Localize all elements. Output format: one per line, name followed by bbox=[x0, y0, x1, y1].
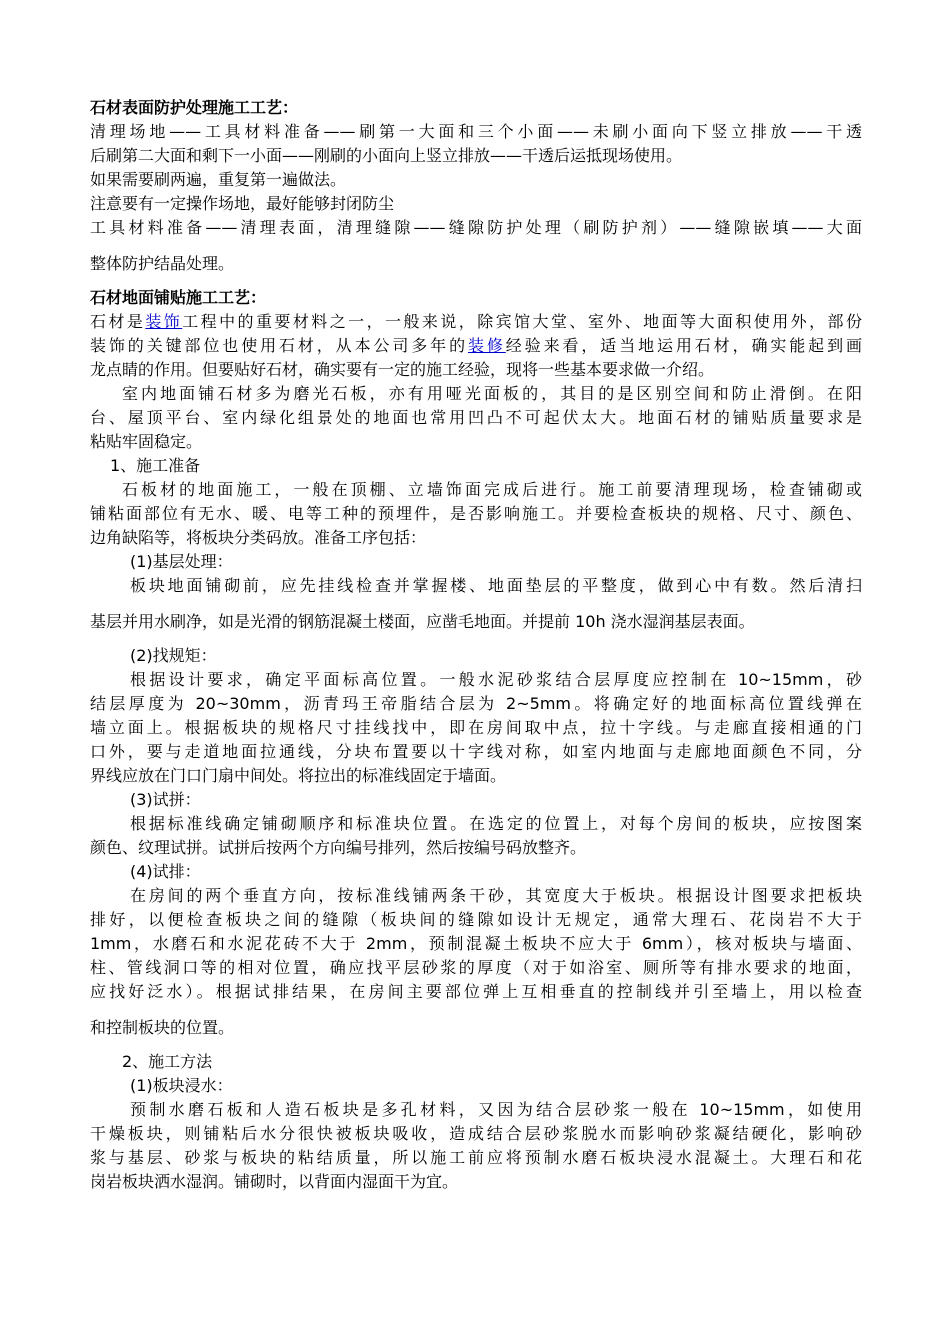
paragraph-line: 台、屋顶平台、室内绿化组景处的地面也常用凹凸不可起伏太大。地面石材的铺贴质量要求是 bbox=[90, 408, 862, 427]
paragraph-line: 墙立面上。根据板块的规格尺寸挂线找中，即在房间取中点，拉十字线。与走廊直接相通的门 bbox=[90, 718, 862, 737]
paragraph-line: 在房间的两个垂直方向，按标准线铺两条干砂，其宽度大于板块。根据设计图要求把板块 bbox=[130, 886, 862, 905]
paragraph-line: 石材是装饰工程中的重要材料之一，一般来说，除宾馆大堂、室外、地面等大面积使用外，部份 bbox=[90, 312, 862, 331]
paragraph-line: 板块地面铺砌前，应先挂线检查并掌握楼、地面垫层的平整度，做到心中有数。然后清扫 bbox=[130, 576, 862, 595]
item-heading-soak: (1)板块浸水： bbox=[130, 1076, 233, 1095]
paragraph-line: 石板材的地面施工，一般在顶棚、立墙饰面完成后进行。施工前要清理现场，检查铺砌或 bbox=[122, 480, 862, 499]
document-page bbox=[90, 96, 862, 1194]
paragraph-line: 排好，以便检查板块之间的缝隙（板块间的缝隙如设计无规定，通常大理石、花岗岩不大于 bbox=[90, 910, 862, 929]
paragraph-line: 注意要有一定操作场地，最好能够封闭防尘 bbox=[90, 194, 395, 213]
paragraph-line: 铺粘面部位有无水、暖、电等工种的预埋件，是否影响施工。并要检查板块的规格、尺寸、颜色、 bbox=[90, 504, 862, 523]
subsection-heading-method: 2、施工方法 bbox=[122, 1052, 213, 1071]
link-renovation[interactable]: 装修 bbox=[467, 336, 506, 355]
paragraph-line: 预制水磨石板和人造石板块是多孔材料，又因为结合层砂浆一般在 10~15mm，如使用 bbox=[130, 1100, 862, 1119]
paragraph-line: 根据设计要求，确定平面标高位置。一般水泥砂浆结合层厚度应控制在 10~15mm，砂 bbox=[130, 670, 862, 689]
paragraph-line: 干燥板块，则铺粘后水分很快被板块吸收，造成结合层砂浆脱水而影响砂浆凝结硬化，影响砂 bbox=[90, 1124, 862, 1143]
item-heading-trial-layout: (4)试排： bbox=[130, 862, 201, 881]
link-decoration[interactable]: 装饰 bbox=[145, 312, 183, 331]
paragraph-line: 龙点睛的作用。但要贴好石材，确实要有一定的施工经验，现将一些基本要求做一介绍。 bbox=[90, 360, 715, 379]
paragraph-line: 装饰的关键部位也使用石材，从本公司多年的装修经验来看，适当地运用石材，确实能起到画 bbox=[90, 336, 862, 355]
paragraph-line: 后刷第二大面和剩下一小面——刚刷的小面向上竖立排放——干透后运抵现场使用。 bbox=[90, 146, 683, 165]
paragraph-line: 应找好泛水）。根据试排结果，在房间主要部位弹上互相垂直的控制线并引至墙上，用以检查 bbox=[90, 982, 862, 1001]
subsection-heading-preparation: 1、施工准备 bbox=[110, 456, 201, 475]
section-title-surface-protection: 石材表面防护处理施工工艺： bbox=[90, 98, 299, 117]
paragraph-line: 整体防护结晶处理。 bbox=[90, 254, 235, 273]
paragraph-line: 岗岩板块洒水湿润。铺砌时，以背面内湿面干为宜。 bbox=[90, 1172, 459, 1191]
paragraph-line: 清理场地——工具材料准备——刷第一大面和三个小面——未刷小面向下竖立排放——干透 bbox=[90, 122, 862, 141]
paragraph-line: 结层厚度为 20~30mm，沥青玛王帝脂结合层为 2~5mm。将确定好的地面标高位置线弹在 bbox=[90, 694, 862, 713]
paragraph-line: 根据标准线确定铺砌顺序和标准块位置。在选定的位置上，对每个房间的板块，应按图案 bbox=[130, 814, 862, 833]
paragraph-line: 粘贴牢固稳定。 bbox=[90, 432, 203, 451]
paragraph-line: 柱、管线洞口等的相对位置，确应找平层砂浆的厚度（对于如浴室、厕所等有排水要求的地面， bbox=[90, 958, 862, 977]
paragraph-line: 1mm，水磨石和水泥花砖不大于 2mm，预制混凝土板块不应大于 6mm），核对板块与墙面、 bbox=[90, 934, 862, 953]
paragraph-line: 室内地面铺石材多为磨光石板，亦有用哑光面板的，其目的是区别空间和防止滑倒。在阳 bbox=[122, 384, 862, 403]
paragraph-line: 浆与基层、砂浆与板块的粘结质量，所以施工前应将预制水磨石板块浸水混凝土。大理石和花 bbox=[90, 1148, 862, 1167]
item-heading-base-treatment: (1)基层处理： bbox=[130, 552, 233, 571]
paragraph-line: 口外，要与走道地面拉通线，分块布置要以十字线对称，如室内地面与走廊地面颜色不同，分 bbox=[90, 742, 862, 761]
paragraph-line: 界线应放在门口门扇中间处。将拉出的标准线固定于墙面。 bbox=[90, 766, 507, 785]
paragraph-line: 边角缺陷等，将板块分类码放。准备工序包括： bbox=[90, 528, 427, 547]
paragraph-line: 和控制板块的位置。 bbox=[90, 1018, 235, 1037]
item-heading-set-out: (2)找规矩： bbox=[130, 646, 217, 665]
section-title-floor-paving: 石材地面铺贴施工工艺： bbox=[90, 288, 267, 307]
item-heading-trial-fit: (3)试拼： bbox=[130, 790, 201, 809]
paragraph-line: 工具材料准备——清理表面，清理缝隙——缝隙防护处理（刷防护剂）——缝隙嵌填——大面 bbox=[90, 218, 862, 237]
paragraph-line: 颜色、纹理试拼。试拼后按两个方向编号排列，然后按编号码放整齐。 bbox=[90, 838, 587, 857]
paragraph-line: 如果需要刷两遍，重复第一遍做法。 bbox=[90, 170, 347, 189]
paragraph-line: 基层并用水刷净，如是光滑的钢筋混凝土楼面，应凿毛地面。并提前 10h 浇水湿润基层表面。 bbox=[90, 612, 755, 631]
